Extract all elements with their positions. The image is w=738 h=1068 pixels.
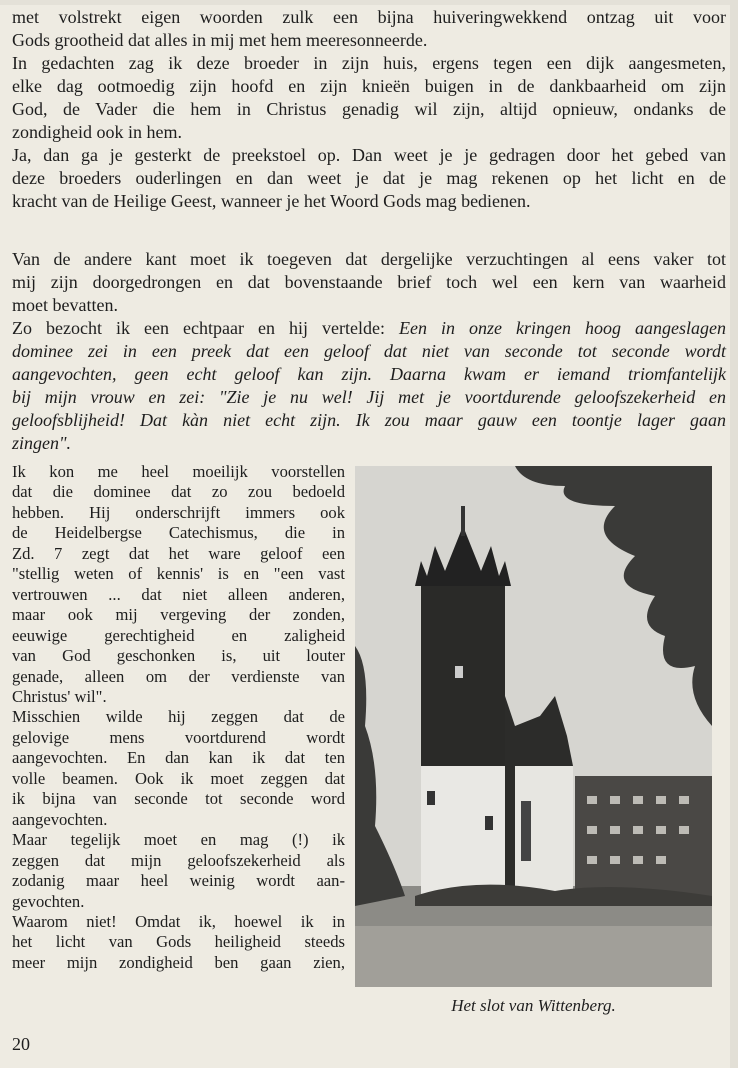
text-line: [12, 953, 345, 973]
text-line: [12, 6, 726, 29]
text-line: [12, 748, 345, 768]
text-line: [12, 871, 345, 891]
text: Gods grootheid dat alles in mij met hem meeresonneerde.: [12, 30, 428, 50]
text: dat die dominee dat zo zou bedoeld: [12, 482, 345, 502]
text-line: [12, 626, 345, 646]
text-line: [12, 769, 345, 789]
text-line: [12, 121, 726, 144]
italic-text: Een in onze kringen hoog aangeslagen: [398, 318, 726, 338]
text-line: [12, 98, 726, 121]
paragraph: [12, 707, 345, 830]
paragraph: [12, 144, 726, 213]
text-line: [12, 29, 726, 52]
paragraph: [12, 52, 726, 144]
page-number: 20: [12, 1034, 30, 1054]
text-line: [12, 248, 726, 271]
text: In gedachten zag ik deze broeder in zijn huis, ergens tegen een dijk aangesmeten,: [12, 53, 726, 73]
text: zodanig maar heel weinig wordt aan-: [12, 871, 345, 891]
text-line: [12, 892, 345, 912]
text: aangevochten.: [12, 809, 108, 829]
paragraph: [12, 317, 726, 455]
text: volle beamen. Ook ik moet zeggen dat: [12, 768, 345, 788]
text: Ik kon me heel moeilijk voorstellen: [12, 462, 345, 481]
text: meer mijn zondigheid ben gaan zien,: [12, 952, 345, 972]
top-text-block: [12, 6, 726, 213]
paragraph: [12, 462, 345, 707]
text-line: [12, 294, 726, 317]
text-line: [12, 432, 726, 455]
text: maar ook mij vergeving der zonden,: [12, 605, 345, 625]
italic-text: aangevochten, geen echt geloof kan zijn. Daarna kwam er iemand triomfantelijk: [12, 364, 726, 384]
text-line: [12, 728, 345, 748]
text: hebben. Hij onderschrijft immers ook: [12, 502, 345, 522]
text-line: [12, 687, 345, 707]
text: Zd. 7 zegt dat het ware geloof een: [12, 543, 345, 563]
text: van God geschonken is, uit louter: [12, 646, 345, 666]
text-line: [12, 52, 726, 75]
text-line: [12, 932, 345, 952]
photo-building: [575, 776, 712, 896]
paragraph: [12, 912, 345, 973]
text-line: [12, 789, 345, 809]
italic-text: geloofsblijheid! Dat kàn niet echt zijn. Ik zou maar gauw een toontje lager gaan: [12, 410, 726, 430]
page-right-edge: [730, 0, 738, 1068]
text-line: [12, 667, 345, 687]
text: zeggen dat mijn geloofszekerheid als: [12, 850, 345, 870]
text: het licht van Gods heiligheid steeds: [12, 932, 345, 952]
text-line: [12, 75, 726, 98]
paragraph: [12, 6, 726, 52]
text-line: [12, 190, 726, 213]
text: Zo bezocht ik een echtpaar en hij vertelde:: [12, 318, 399, 338]
text: aangevochten. En dan kan ik dat ten: [12, 748, 345, 768]
text-line: [12, 544, 345, 564]
text: Van de andere kant moet ik toegeven dat dergelijke verzuchtingen al eens vaker tot: [12, 249, 726, 269]
text: Misschien wilde hij zeggen dat de: [12, 707, 345, 727]
text-line: [12, 912, 345, 932]
text-line: [12, 851, 345, 871]
photo-caption: Het slot van Wittenberg.: [451, 996, 616, 1015]
text-line: [12, 317, 726, 340]
italic-text: bij mijn vrouw en zei: "Zie je nu wel! Jij met je voortdurende geloofszekerheid en: [12, 387, 726, 407]
text-line: [12, 810, 345, 830]
text: vertrouwen ... dat niet alleen anderen,: [12, 584, 345, 604]
text: gevochten.: [12, 891, 85, 911]
text: eeuwige gerechtigheid en zaligheid: [12, 625, 345, 645]
text: "stellig weten of kennis' is en "een vast: [12, 564, 345, 584]
photo-wittenberg-castle: [355, 466, 712, 987]
text: deze broeders ouderlingen en dan weet je dat je mag rekenen op het licht en de: [12, 168, 726, 188]
text-line: [12, 523, 345, 543]
text-line: [12, 271, 726, 294]
text: Waarom niet! Omdat ik, hoewel ik in: [12, 911, 345, 931]
text-line: [12, 482, 345, 502]
text: ik bijna van seconde tot seconde word: [12, 789, 345, 809]
italic-text: zingen".: [12, 433, 72, 453]
text-line: [12, 830, 345, 850]
middle-text-block: [12, 248, 726, 455]
text: gelovige mens voortdurend wordt: [12, 727, 345, 747]
text: genade, alleen om der verdienste van: [12, 666, 345, 686]
text: moet bevatten.: [12, 295, 118, 315]
text-line: [12, 564, 345, 584]
text-line: [12, 340, 726, 363]
text-line: [12, 167, 726, 190]
text: elke dag ootmoedig zijn hoofd en zijn knieën buigen in de dankbaarheid om zijn: [12, 76, 726, 96]
text-line: [12, 707, 345, 727]
text: kracht van de Heilige Geest, wanneer je het Woord Gods mag bedienen.: [12, 191, 531, 211]
text: Ja, dan ga je gesterkt de preekstoel op. Dan weet je je gedragen door het gebed van: [12, 145, 726, 165]
text: zondigheid ook in hem.: [12, 122, 182, 142]
text: de Heidelbergse Catechismus, die in: [12, 523, 345, 543]
text-line: [12, 646, 345, 666]
text-line: [12, 462, 345, 482]
text-line: [12, 605, 345, 625]
text: Maar tegelijk moet en mag (!) ik: [12, 830, 345, 850]
text-line: [12, 503, 345, 523]
text: mij zijn doorgedrongen en dat bovenstaande brief toch wel een kern van waarheid: [12, 272, 726, 292]
text-line: [12, 409, 726, 432]
text: Christus' wil".: [12, 686, 107, 706]
italic-text: dominee zei in een preek dat een geloof dat niet van seconde tot seconde wordt: [12, 341, 726, 361]
text: met volstrekt eigen woorden zulk een bijna huiveringwekkend ontzag uit voor: [12, 7, 726, 27]
text-line: [12, 386, 726, 409]
text-line: [12, 144, 726, 167]
text-line: [12, 363, 726, 386]
paragraph: [12, 248, 726, 317]
left-column-text: [12, 462, 345, 973]
page-top-edge: [0, 0, 738, 5]
text-line: [12, 585, 345, 605]
text: God, de Vader die hem in Christus genadig wil zijn, altijd opnieuw, ondanks de: [12, 99, 726, 119]
paragraph: [12, 830, 345, 912]
